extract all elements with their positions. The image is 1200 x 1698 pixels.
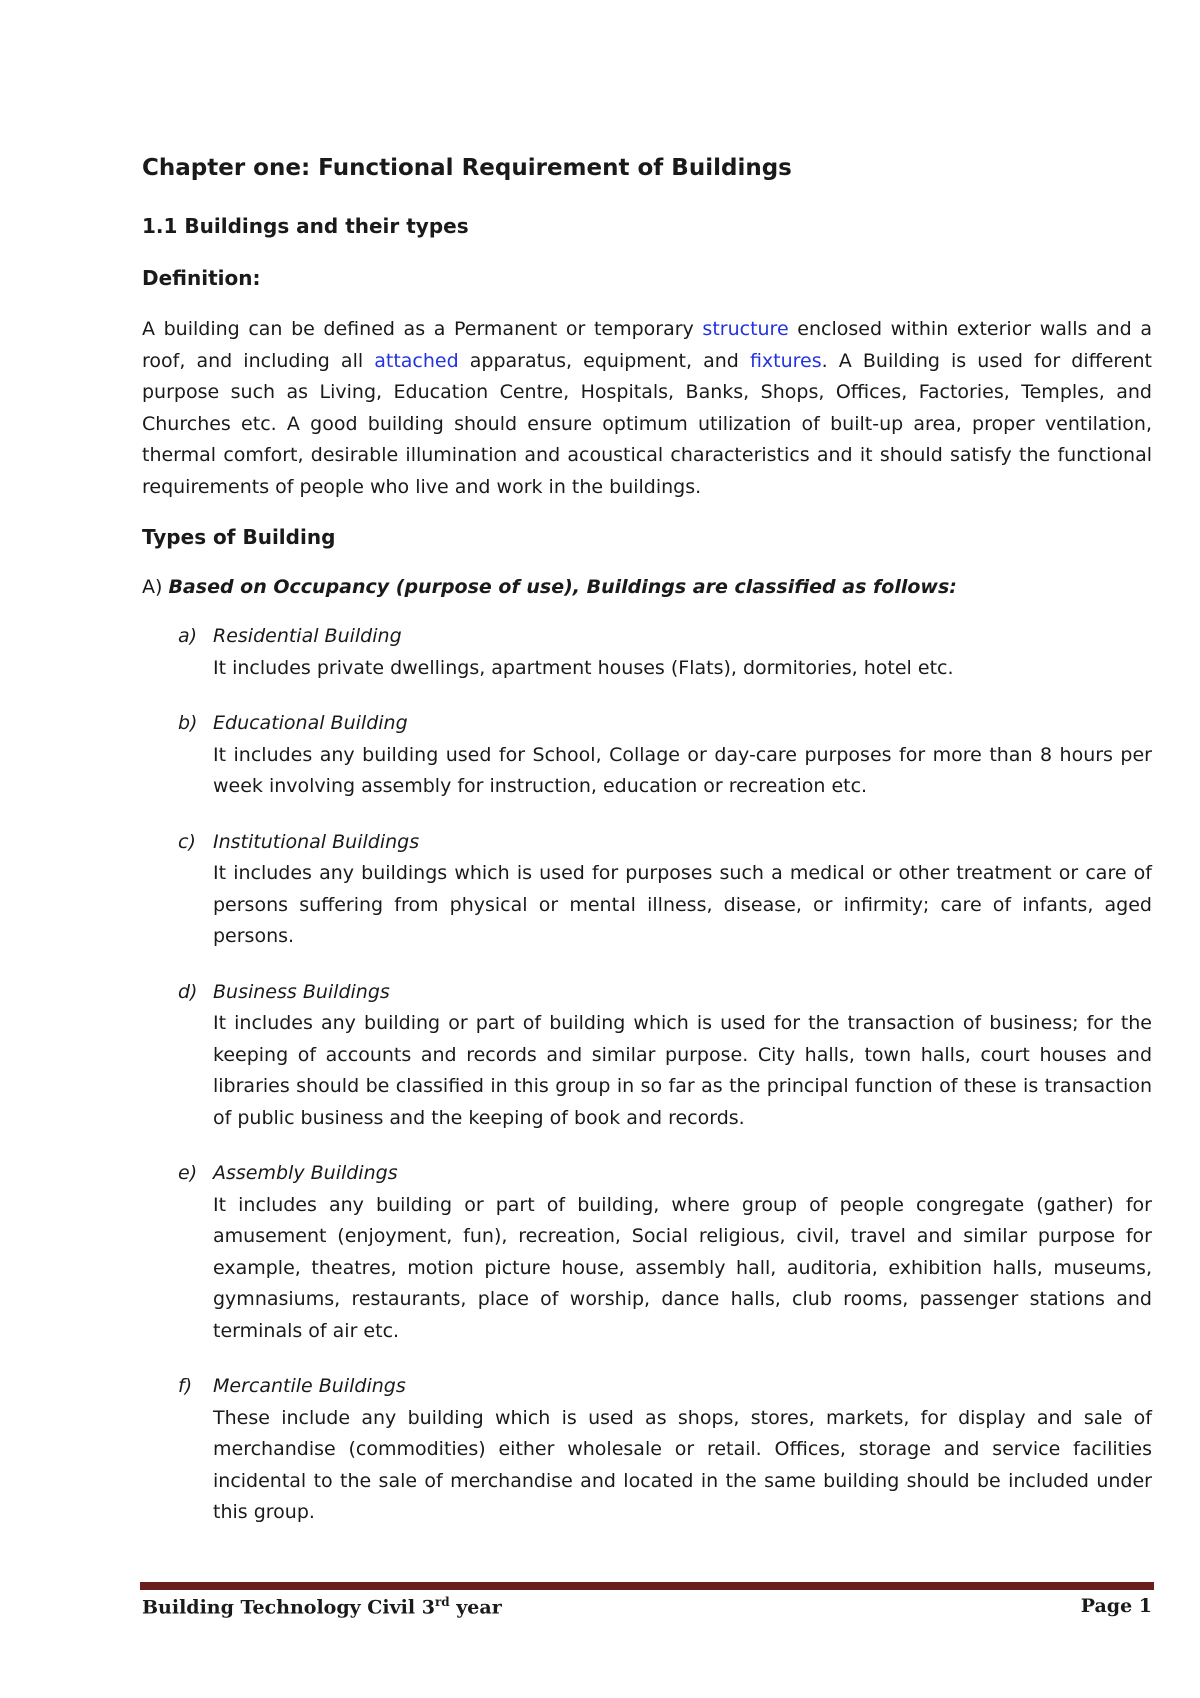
list-item [142,708,1152,803]
list-item [142,977,1152,1135]
item-marker: a) [178,625,198,647]
footer-course-prefix: Building Technology Civil 3 [142,1596,435,1619]
page-number: Page 1 [1080,1595,1152,1617]
page-content [142,152,1152,1553]
item-marker: e) [178,1162,198,1184]
footer-course-label [142,1595,502,1618]
occupancy-heading [142,573,1152,601]
definition-text-3: apparatus, equipment, and [458,349,750,372]
definition-text-1: A building can be defined as a Permanent or temporary [142,318,703,340]
item-text: It includes any building or part of building which is used for the transaction of business; for the keeping of accounts and records and similar purpose. City halls, town halls, court houses and libraries should be classified in this group in so far as the principal function of these is transaction of public business and the keeping of book and records. [213,1012,1152,1129]
item-marker: d) [178,980,198,1003]
structure-link[interactable]: structure [702,318,789,340]
building-types-list [142,621,1152,1529]
chapter-title: Chapter one: Functional Requirement of Buildings [142,155,792,181]
fixtures-link[interactable]: fixtures [749,349,822,372]
item-text: It includes any building used for School, Collage or day-care purposes for more than 8 hours per week involving assembly for instruction, education or recreation etc. [213,743,1152,797]
item-marker: b) [178,712,198,734]
item-text: It includes any building or part of building, where group of people congregate (gather) for amusement (enjoyment, fun), recreation, Social religious, civil, travel and similar purpose for example, theatres, motion picture house, assembly hall, auditoria, exhibition halls, museums, gymnasiums, restaurants, place of worship, dance halls, club rooms, passenger stations and terminals of air etc. [213,1193,1152,1342]
occupancy-text: Based on Occupancy (purpose of use), Buildings are classified as follows: [168,576,957,598]
item-title: Business Buildings [213,980,390,1003]
item-title: Mercantile Buildings [213,1375,406,1397]
item-text: It includes any buildings which is used for purposes such a medical or other treatment or care of persons suffering from physical or mental illness, disease, or infirmity; care of infants, aged persons. [213,862,1152,947]
item-title: Educational Building [213,712,408,734]
footer-rule [140,1582,1154,1590]
item-marker: c) [178,830,196,853]
section-heading: 1.1 Buildings and their types [142,214,469,238]
item-title: Assembly Buildings [213,1162,398,1184]
item-title: Institutional Buildings [213,830,420,853]
item-title: Residential Building [213,625,402,647]
definition-text-4: . A Building is used for different purpose such as Living, Education Centre, Hospitals, Banks, Shops, Offices, Factories, Temples, and Churches etc. A good building should ensure optimum utilization of built-up area, proper ventilation, thermal comfort, desirable illumination and acoustical characteristics and it should satisfy the functional requirements of people who live and work in the buildings. [142,349,1153,498]
list-item [142,1158,1152,1347]
definition-text-2: enclosed within exterior walls and a roof, and including all [142,318,1152,372]
list-item [142,1371,1152,1529]
item-marker: f) [178,1375,193,1397]
occupancy-prefix: A) [142,576,169,598]
item-text: These include any building which is used as shops, stores, markets, for display and sale of merchandise (commodities) either wholesale or retail. Offices, storage and service facilities incidental to the sale of merchandise and located in the same building should be included under this group. [213,1406,1152,1523]
footer-ordinal-suffix: rd [434,1595,450,1609]
footer-course-suffix: year [449,1596,502,1619]
definition-paragraph [142,314,1152,503]
types-heading: Types of Building [142,525,336,549]
attached-link[interactable]: attached [374,349,459,372]
list-item [142,621,1152,684]
item-text: It includes private dwellings, apartment houses (Flats), dormitories, hotel etc. [213,656,954,679]
definition-label: Definition: [142,266,261,290]
list-item [142,827,1152,953]
